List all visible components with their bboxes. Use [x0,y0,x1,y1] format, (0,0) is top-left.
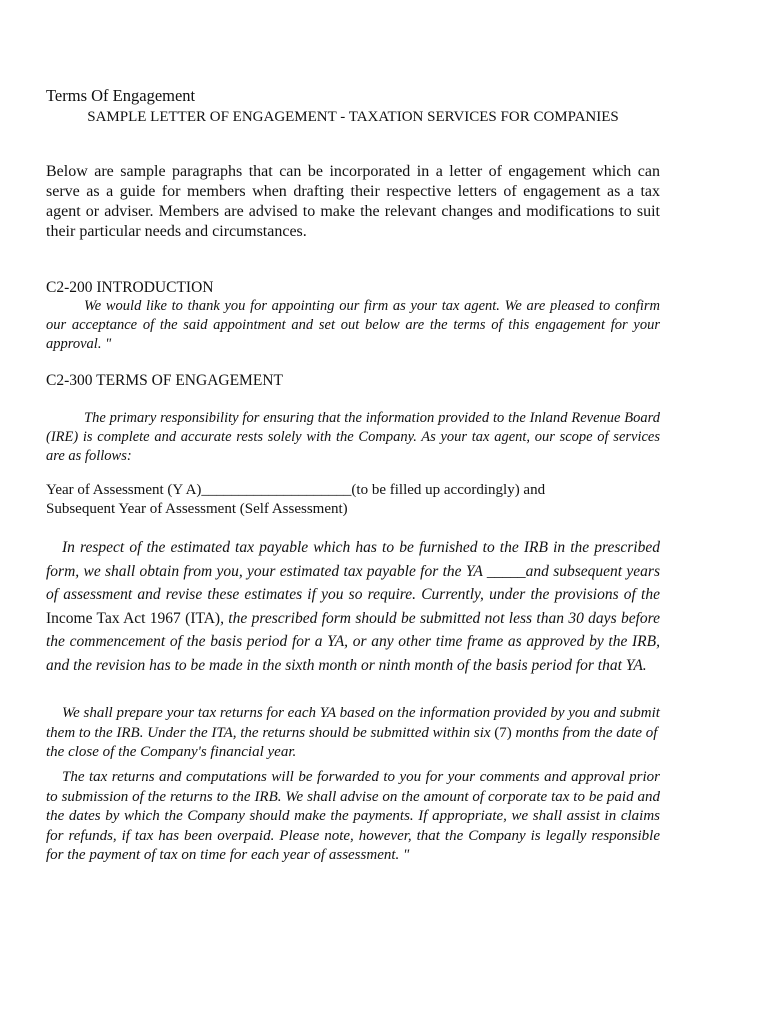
preparation-text-2: months from the date of the close of the Company's financial year. [46,724,658,760]
tax-returns-preparation-paragraph [46,704,660,763]
subsequent-year-line: Subsequent Year of Assessment (Self Assessment) [46,501,348,517]
estimated-tax-paragraph [46,536,660,677]
section-terms-heading: C2-300 TERMS OF ENGAGEMENT [46,372,283,389]
responsibility-paragraph: The primary responsibility for ensuring that the information provided to the Inland Revenue Board (IRE) is complete and accurate rests solely with the Company. As your tax agent, our scope of services are as follows: [46,410,660,464]
document-heading: SAMPLE LETTER OF ENGAGEMENT - TAXATION SERVICES FOR COMPANIES [87,109,619,125]
estimated-tax-text-1: In respect of the estimated tax payable which has to be furnished to the IRB in the prescribed form, we shall obtain from you, your estimated tax payable for the YA _____and subsequent years of assessment and revise these estimates if you so require. Currently, under the provisions of the [46,539,660,603]
intro-paragraph: Below are sample paragraphs that can be incorporated in a letter of engagement which can serve as a guide for members when drafting their respective letters of engagement as a tax agent or adviser. Members are advised to make the relevant changes and modifications to suit their particular needs and circumstances. [46,163,660,240]
tax-computations-paragraph: The tax returns and computations will be forwarded to you for your comments and approval prior to submission of the returns to the IRB. We shall advise on the amount of corporate tax to be paid and the dates by which the Company should make the payments. If appropriate, we shall assist in claims for refunds, if tax has been overpaid. Please note, however, that the Company is legally responsible for the payment of tax on time for each year of assessment. " [46,769,660,863]
estimated-tax-text-2: , the prescribed form should be submitted not less than 30 days before the commencement of the basis period for a YA, or any other time frame as approved by the IRB, and the revision has to be made in the sixth month or ninth month of the basis period for that YA. [46,609,660,674]
year-of-assessment-line: Year of Assessment (Y A)____________________(to be filled up accordingly) and [46,482,546,498]
preparation-text-1: We shall prepare your tax returns for each YA based on the information provided by you and submit them to the IRB. Under the ITA, the returns should be submitted within six [46,705,660,741]
section-introduction-heading: C2-200 INTRODUCTION [46,279,214,296]
introduction-paragraph: We would like to thank you for appointing our firm as your tax agent. We are pleased to confirm our acceptance of the said appointment and set out below are the terms of this engagement for your approval. " [46,298,660,352]
year-of-assessment-block [46,481,660,519]
preparation-month-count: (7) [494,724,512,741]
document-title: Terms Of Engagement [46,86,196,105]
income-tax-act-reference: Income Tax Act 1967 (ITA) [46,609,221,627]
